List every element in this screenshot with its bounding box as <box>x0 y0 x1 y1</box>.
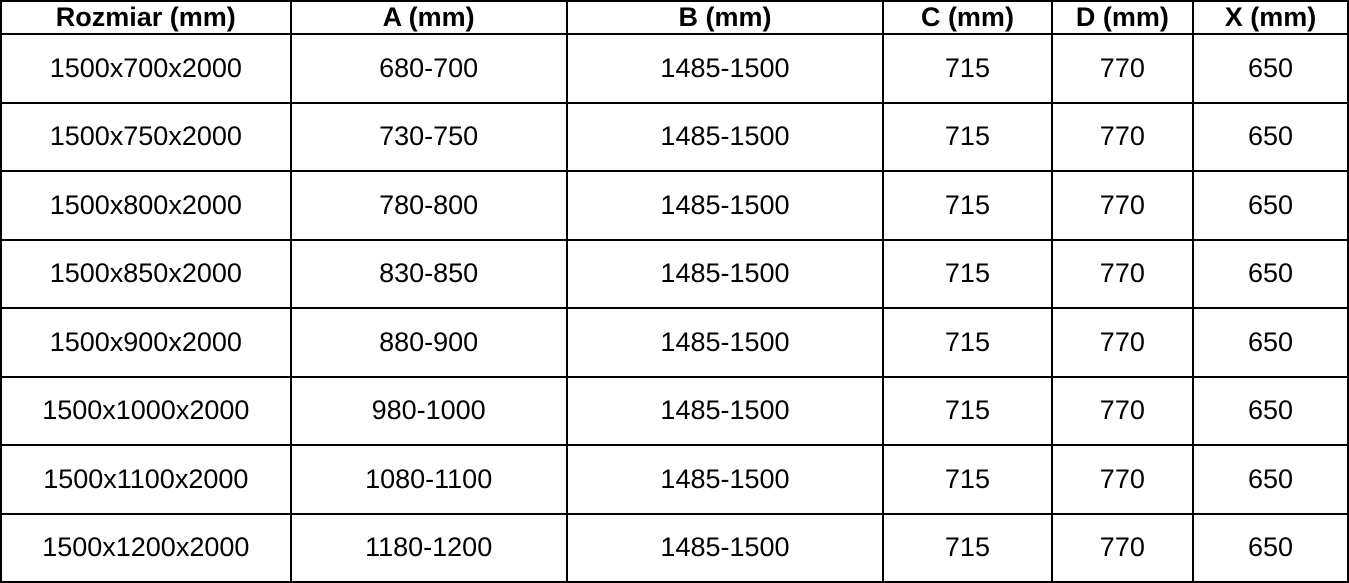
cell-d: 770 <box>1052 377 1193 446</box>
cell-x: 650 <box>1193 514 1348 583</box>
cell-b: 1485-1500 <box>567 514 884 583</box>
cell-b: 1485-1500 <box>567 103 884 172</box>
cell-c: 715 <box>883 445 1051 514</box>
cell-x: 650 <box>1193 445 1348 514</box>
table-body <box>1 34 1348 582</box>
cell-d: 770 <box>1052 240 1193 309</box>
cell-rozmiar: 1500x800x2000 <box>1 171 291 240</box>
table-row <box>1 34 1348 103</box>
column-header-rozmiar: Rozmiar (mm) <box>1 1 291 34</box>
cell-x: 650 <box>1193 377 1348 446</box>
cell-a: 780-800 <box>291 171 567 240</box>
cell-x: 650 <box>1193 308 1348 377</box>
column-header-b: B (mm) <box>567 1 884 34</box>
cell-a: 880-900 <box>291 308 567 377</box>
cell-x: 650 <box>1193 171 1348 240</box>
cell-c: 715 <box>883 240 1051 309</box>
table-row <box>1 445 1348 514</box>
cell-rozmiar: 1500x1100x2000 <box>1 445 291 514</box>
cell-c: 715 <box>883 514 1051 583</box>
column-header-c: C (mm) <box>883 1 1051 34</box>
cell-d: 770 <box>1052 308 1193 377</box>
cell-rozmiar: 1500x850x2000 <box>1 240 291 309</box>
table-header <box>1 1 1348 34</box>
cell-c: 715 <box>883 308 1051 377</box>
cell-b: 1485-1500 <box>567 171 884 240</box>
cell-b: 1485-1500 <box>567 445 884 514</box>
cell-a: 1180-1200 <box>291 514 567 583</box>
cell-c: 715 <box>883 377 1051 446</box>
cell-b: 1485-1500 <box>567 240 884 309</box>
cell-a: 980-1000 <box>291 377 567 446</box>
table-row <box>1 514 1348 583</box>
cell-rozmiar: 1500x900x2000 <box>1 308 291 377</box>
cell-rozmiar: 1500x1200x2000 <box>1 514 291 583</box>
table-row <box>1 171 1348 240</box>
cell-b: 1485-1500 <box>567 308 884 377</box>
cell-c: 715 <box>883 103 1051 172</box>
cell-d: 770 <box>1052 171 1193 240</box>
cell-d: 770 <box>1052 34 1193 103</box>
cell-x: 650 <box>1193 34 1348 103</box>
header-row <box>1 1 1348 34</box>
cell-rozmiar: 1500x750x2000 <box>1 103 291 172</box>
cell-d: 770 <box>1052 514 1193 583</box>
cell-c: 715 <box>883 34 1051 103</box>
table-row <box>1 103 1348 172</box>
column-header-x: X (mm) <box>1193 1 1348 34</box>
cell-a: 680-700 <box>291 34 567 103</box>
table-row <box>1 308 1348 377</box>
column-header-a: A (mm) <box>291 1 567 34</box>
cell-c: 715 <box>883 171 1051 240</box>
table-row <box>1 240 1348 309</box>
cell-d: 770 <box>1052 103 1193 172</box>
cell-a: 830-850 <box>291 240 567 309</box>
cell-a: 730-750 <box>291 103 567 172</box>
cell-rozmiar: 1500x1000x2000 <box>1 377 291 446</box>
cell-x: 650 <box>1193 103 1348 172</box>
cell-d: 770 <box>1052 445 1193 514</box>
cell-x: 650 <box>1193 240 1348 309</box>
cell-b: 1485-1500 <box>567 34 884 103</box>
cell-a: 1080-1100 <box>291 445 567 514</box>
table-row <box>1 377 1348 446</box>
cell-b: 1485-1500 <box>567 377 884 446</box>
column-header-d: D (mm) <box>1052 1 1193 34</box>
cell-rozmiar: 1500x700x2000 <box>1 34 291 103</box>
